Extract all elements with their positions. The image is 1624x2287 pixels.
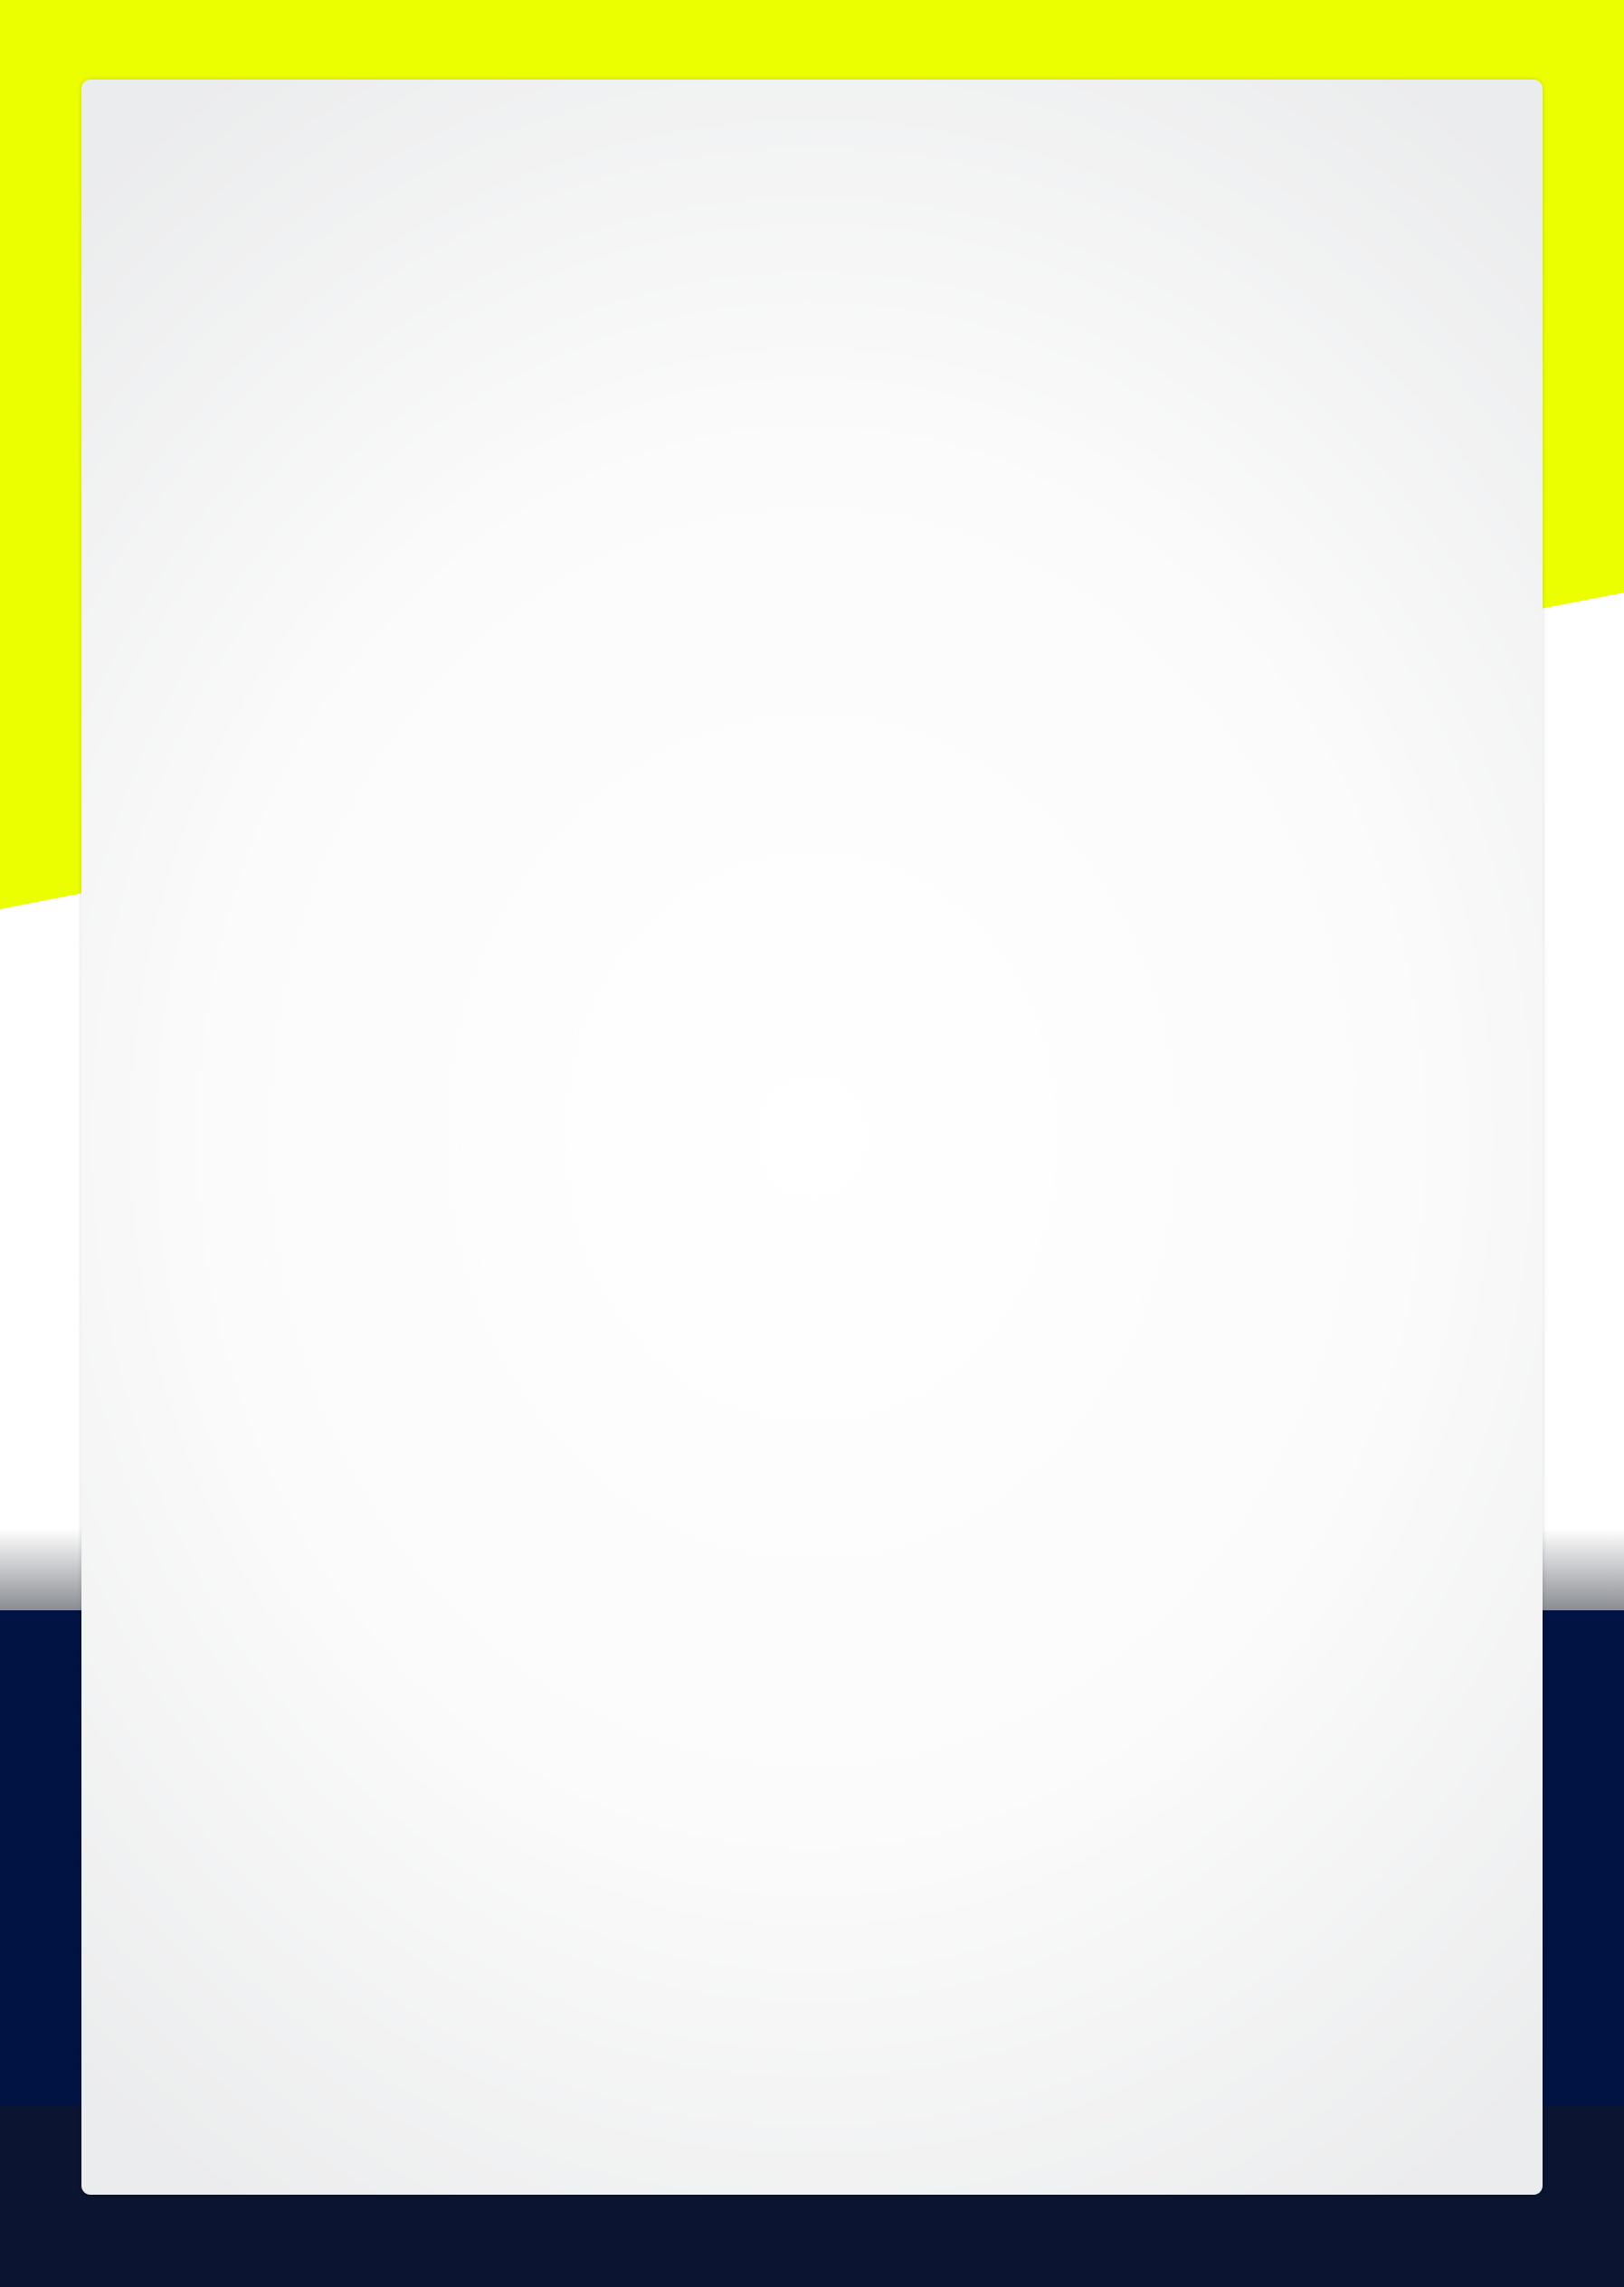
letter-card <box>81 80 1543 2195</box>
